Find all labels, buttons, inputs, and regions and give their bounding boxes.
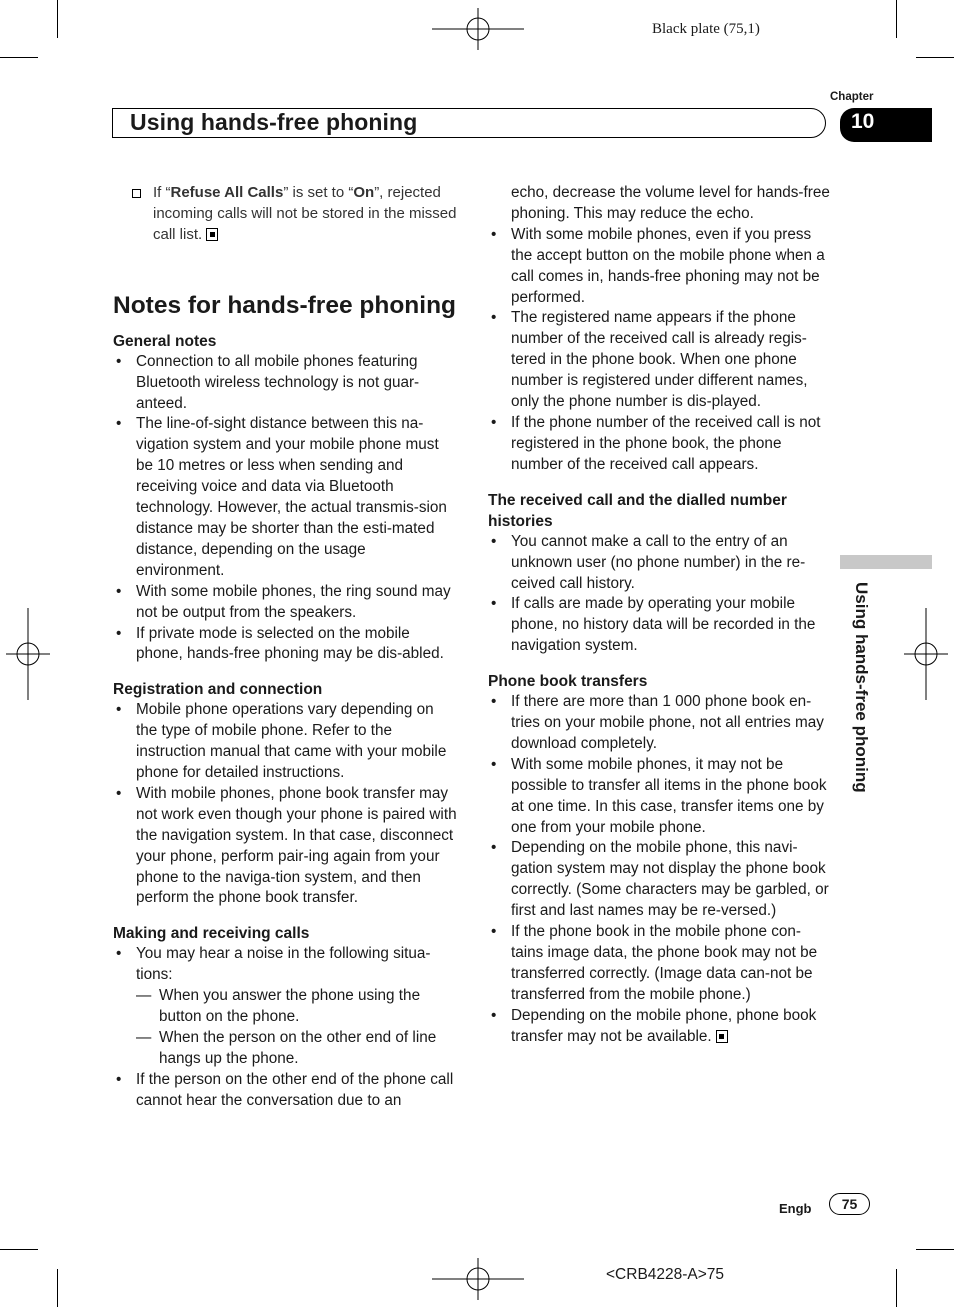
- end-mark-icon: [206, 228, 218, 241]
- side-tab-label: Using hands-free phoning: [852, 582, 871, 793]
- general-notes-title: General notes: [113, 332, 217, 350]
- document-code: <CRB4228-A>75: [606, 1266, 725, 1283]
- list-item: • If calls are made by operating your mobile phone, no history data will be recorded in the navigation system.: [488, 594, 833, 657]
- right-column: [488, 183, 833, 1048]
- list-item: • Depending on the mobile phone, phone book transfer may not be available.: [488, 1006, 833, 1048]
- crop-mark: [0, 1249, 38, 1250]
- crop-mark: [0, 57, 38, 58]
- list-item: • Connection to all mobile phones featuring Bluetooth wireless technology is not guar-anteed.: [113, 352, 458, 415]
- list-item: • You may hear a noise in the following situa-tions:: [113, 944, 458, 986]
- crop-mark: [916, 1249, 954, 1250]
- chapter-number: 10: [851, 110, 875, 133]
- crop-mark: [57, 0, 58, 38]
- note-bold: Refuse All Calls: [170, 184, 284, 201]
- registration-mark-icon: [432, 1258, 524, 1300]
- crop-mark: [57, 1269, 58, 1307]
- sub-item: — When the person on the other end of line hangs up the phone.: [113, 1028, 458, 1070]
- continued-text: echo, decrease the volume level for hands-free phoning. This may reduce the echo.: [511, 184, 830, 222]
- calls-title: Making and receiving calls: [113, 925, 310, 943]
- chapter-label: Chapter: [830, 91, 874, 103]
- transfers-title: Phone book transfers: [488, 673, 648, 691]
- list-item: • If the phone book in the mobile phone con-tains image data, the phone book may not be transferred correctly. (Image data can-not be transferred from the mobile phone.): [488, 922, 833, 1006]
- note-text: ”, rejected incoming calls will not be stored in the missed call list.: [153, 184, 457, 243]
- list-item: • The registered name appears if the phone number of the received call is already regis-tered in the phone book. When one phone number is registered under different names, only the phone number is dis-played.: [488, 308, 833, 413]
- list-item: • With some mobile phones, even if you press the accept button on the mobile phone when a call comes in, hands-free phoning may not be performed.: [488, 225, 833, 309]
- list-item: • With some mobile phones, it may not be possible to transfer all items in the phone book at one time. In this case, transfer items one by one from your mobile phone.: [488, 755, 833, 839]
- list-item: • Depending on the mobile phone, this navi-gation system may not display the phone book correctly. (Some characters may be garbled, or first and last names may be re-versed.): [488, 838, 833, 922]
- end-mark-icon: [716, 1030, 728, 1043]
- page-number: 75: [829, 1193, 870, 1215]
- crop-mark: [896, 1269, 897, 1307]
- registration-mark-icon: [6, 608, 50, 700]
- list-item: • If there are more than 1 000 phone book en-tries on your mobile phone, not all entries may download completely.: [488, 692, 833, 755]
- crop-mark: [916, 57, 954, 58]
- list-item: • With mobile phones, phone book transfer may not work even though your phone is paired with the navigation system. In that case, disconnect your phone, perform pair-ing again from your phone to the naviga-tion system, and then perform the phone book transfer.: [113, 784, 458, 909]
- note-checkbox-icon: [132, 189, 141, 198]
- note-bold: On: [353, 184, 375, 201]
- left-column: [113, 183, 458, 1112]
- language-label: Engb: [779, 1201, 812, 1216]
- registration-title: Registration and connection: [113, 681, 323, 699]
- list-item: • If the phone number of the received call is not registered in the phone book, the phone number of the received call appears.: [488, 413, 833, 476]
- sub-item: — When you answer the phone using the button on the phone.: [113, 986, 458, 1028]
- section-heading: Notes for hands-free phoning: [113, 291, 456, 319]
- list-item: • The line-of-sight distance between this na-vigation system and your mobile phone must be 10 metres or less when sending and receiving voice and data via Bluetooth technology. However, the actual transmis-sion distance may be shorter than the esti-mated distance, depending on the usage environment.: [113, 414, 458, 581]
- page-title: Using hands-free phoning: [130, 109, 418, 135]
- registration-mark-icon: [432, 8, 524, 50]
- list-item: • If private mode is selected on the mobile phone, hands-free phoning may be dis-abled.: [113, 624, 458, 666]
- list-item: • If the person on the other end of the phone call cannot hear the conversation due to an: [113, 1070, 458, 1112]
- note-text: If “: [153, 184, 171, 201]
- list-item: • Mobile phone operations vary depending on the type of mobile phone. Refer to the instruction manual that came with your mobile phone for detailed instructions.: [113, 700, 458, 784]
- note-text: ” is set to “: [283, 184, 354, 201]
- registration-mark-icon: [904, 608, 948, 700]
- list-item: • You cannot make a call to the entry of an unknown user (no phone number) in the re-ceived call history.: [488, 532, 833, 595]
- crop-mark: [896, 0, 897, 38]
- plate-label: Black plate (75,1): [652, 21, 760, 37]
- list-item: • With some mobile phones, the ring sound may not be output from the speakers.: [113, 582, 458, 624]
- side-tab-bar: [840, 555, 932, 569]
- note-paragraph: [113, 183, 458, 246]
- histories-title: The received call and the dialled number histories: [488, 491, 787, 530]
